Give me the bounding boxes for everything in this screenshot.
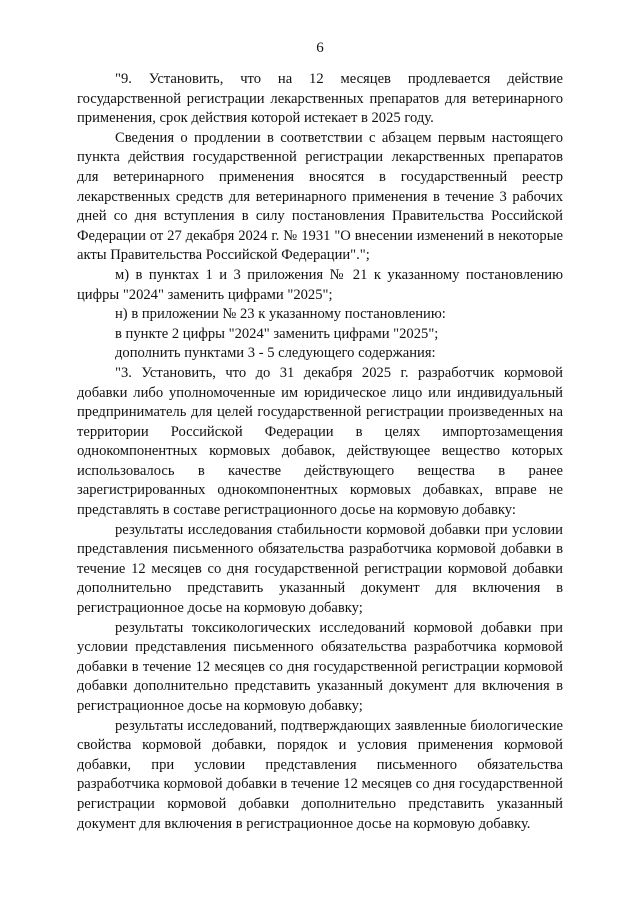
paragraph-point-3: "3. Установить, что до 31 декабря 2025 г. разработчик кормовой добавки либо уполномоченные им юридическое лицо или индивидуальный предприниматель для целей государственной регистрации произведенных на территории Российской Федерации в целях импортозамещения однокомпонентных кормовых добавок, действующее вещество которых использовалось в качестве действующего вещества в ранее зарегистрированных однокомпонентных кормовых добавках, вправе не представлять в составе регистрационного досье на кормовую добавку: <box>77 364 563 519</box>
page-number: 6 <box>316 40 324 56</box>
paragraph-item-m: м) в пунктах 1 и 3 приложения № 21 к указанному постановлению цифры "2024" заменить цифрами "2025"; <box>77 266 563 303</box>
paragraph-item-n-point-2: в пункте 2 цифры "2024" заменить цифрами "2025"; <box>115 325 439 342</box>
paragraph-item-n: н) в приложении № 23 к указанному постановлению: <box>115 306 446 323</box>
paragraph-9-extension: "9. Установить, что на 12 месяцев продлевается действие государственной регистрации лекарственных препаратов для ветеринарного применения, срок действия которой истекает в 2025 году. <box>77 71 563 127</box>
paragraph-toxicology-results: результаты токсикологических исследований кормовой добавки при условии представления письменного обязательства разработчика кормовой добавки в течение 12 месяцев со дня государственной регистрации кормовой добавки дополнительно представить указанный документ для включения в регистрационное досье на кормовую добавку; <box>77 619 563 714</box>
paragraph-biological-results: результаты исследований, подтверждающих заявленные биологические свойства кормовой добавки, порядок и условия применения кормовой добавки, при условии представления письменного обязательства разработчика кормовой добавки в течение 12 месяцев со дня государственной регистрации кормовой добавки дополнительно представить указанный документ для включения в регистрационное досье на кормовую добавку. <box>77 717 563 832</box>
document-body <box>77 70 563 834</box>
paragraph-stability-results: результаты исследования стабильности кормовой добавки при условии представления письменного обязательства разработчика кормовой добавки в течение 12 месяцев со дня государственной регистрации кормовой добавки дополнительно представить указанный документ для включения в регистрационное досье на кормовую добавку; <box>77 521 563 617</box>
paragraph-item-n-add-points: дополнить пунктами 3 - 5 следующего содержания: <box>115 345 436 362</box>
paragraph-extension-details: Сведения о продлении в соответствии с абзацем первым настоящего пункта действия государственной регистрации лекарственных препаратов для ветеринарного применения вносятся в государственный реестр лекарственных средств для ветеринарного применения в течение 3 рабочих дней со дня вступления в силу постановления Правительства Российской Федерации от 27 декабря 2024 г. № 1931 "О внесении изменений в некоторые акты Правительства Российской Федерации"."; <box>77 129 563 264</box>
